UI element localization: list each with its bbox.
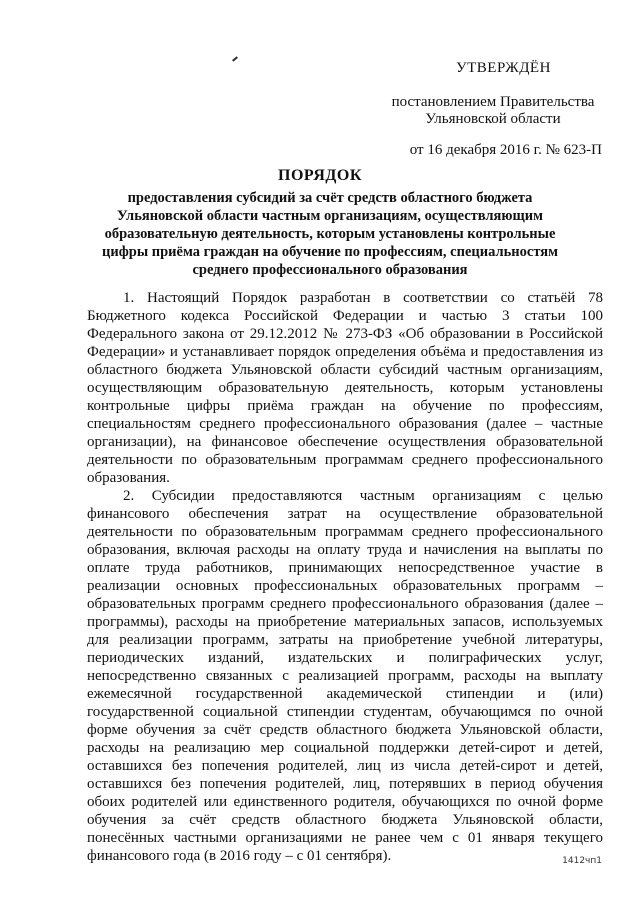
approval-block xyxy=(372,60,602,159)
paragraph-2: 2. Субсидии предоставляются частным организациям с целью финансового обеспечения затрат на осуществление образовательной деятельности по образовательным программам среднего профессионального образования, включая расходы на оплату труда и начисления на выплаты по оплате труда работников, принимающих непосредственное участие в реализации основных профессиональных образовательных программ – образовательных программ среднего профессионального образования (далее – программы), расходы на приобретение материальных запасов, используемых для реализации программ, затраты на приобретение учебной литературы, периодических изданий, издательских и полиграфических услуг, непосредственно связанных с реализацией программ, расходы на выплату ежемесячной государственной академической стипендии и (или) государственной социальной стипендии студентам, обучающимся по очной форме обучения за счёт средств областного бюджета Ульяновской области, расходы на реализацию мер социальной поддержки детей-сирот и детей, оставшихся без попечения родителей, лиц из числа детей-сирот и детей, оставшихся без попечения родителей, лиц, потерявших в период обучения обоих родителей или единственного родителя, обучающихся по очной форме обучения за счёт средств областного бюджета Ульяновской области, понесённых частными организациями не ранее чем с 01 января текущего финансового года (в 2016 году – с 01 сентября). xyxy=(87,488,603,864)
decree-line-2: Ульяновской области xyxy=(425,111,561,127)
decree-date: от 16 декабря 2016 г. № 623-П xyxy=(409,142,602,158)
document-title: ПОРЯДОК xyxy=(278,167,362,184)
document-body xyxy=(87,289,603,865)
document-subtitle: предоставления субсидий за счёт средств областного бюджета Ульяновской области частным организациям, осуществляющим образовательную деятельность, которым установлены контрольные цифры приёма граждан на обучение по профессиям, специальностям среднего профессионального образования xyxy=(102,190,558,278)
pen-mark xyxy=(232,56,238,61)
approved-label: УТВЕРЖДЁН xyxy=(456,60,551,76)
paragraph-1: 1. Настоящий Порядок разработан в соответствии со статьёй 78 Бюджетного кодекса Российской Федерации и частью 3 статьи 100 Федерального закона от 29.12.2012 № 273-ФЗ «Об образовании в Российской Федерации» и устанавливает порядок определения объёма и предоставления из областного бюджета Ульяновской области субсидий частным организациям, осуществляющим образовательную деятельность, которым установлены контрольные цифры приёма граждан на обучение по профессиям, специальностям среднего профессионального образования (далее – частные организации), на финансовое обеспечение осуществления образовательной деятельности по образовательным программам среднего профессионального образования. xyxy=(87,290,603,486)
decree-line-1: постановлением Правительства xyxy=(391,94,595,110)
footer-code: 1412чп1 xyxy=(562,856,602,866)
